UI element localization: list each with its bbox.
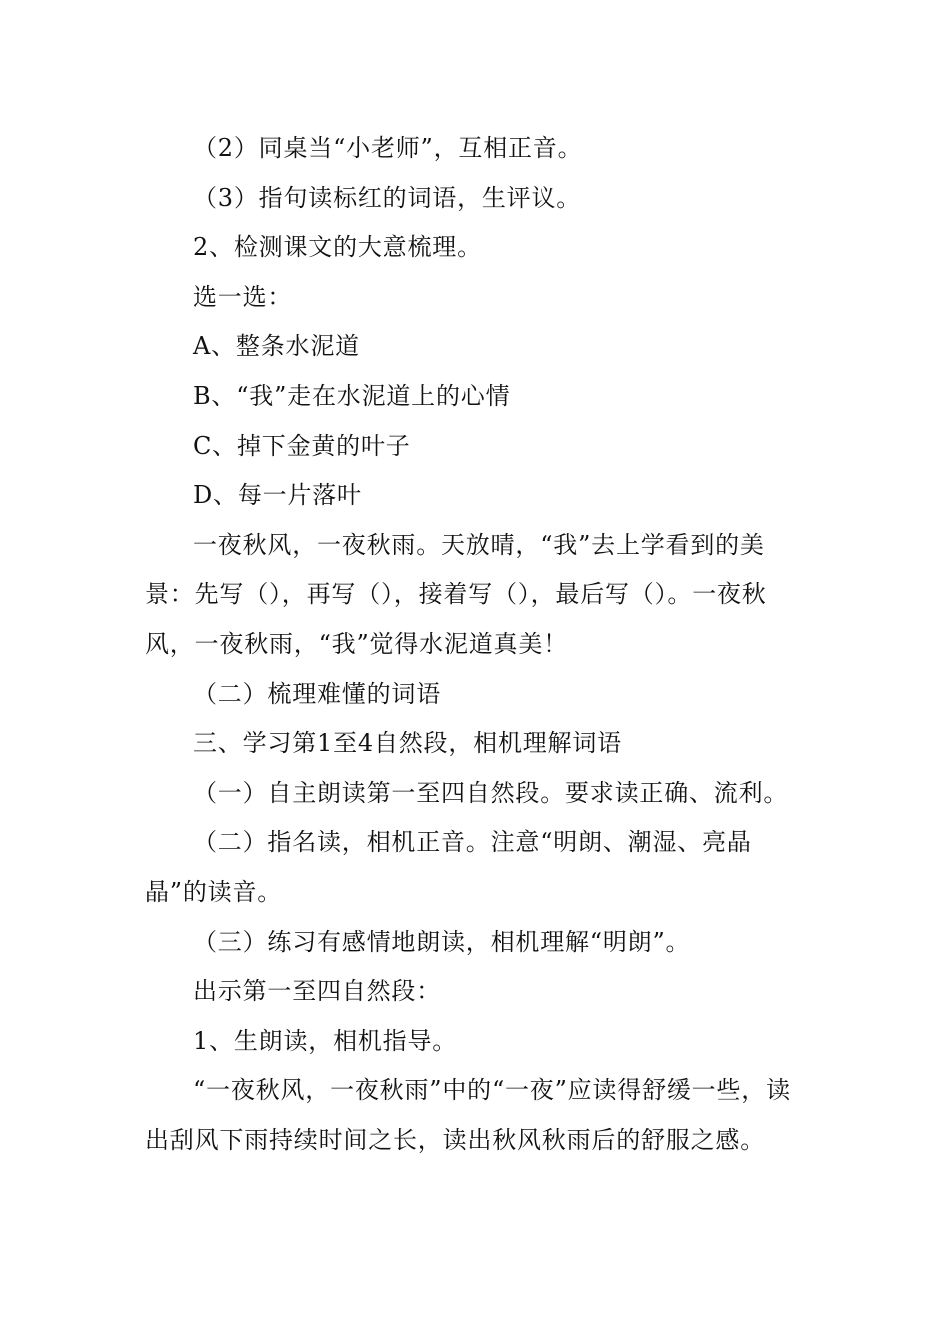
paragraph-12: （一）自主朗读第一至四自然段。要求读正确、流利。 <box>193 778 789 807</box>
paragraph-10: （二）梳理难懂的词语 <box>193 679 441 708</box>
paragraph-8: D、每一片落叶 <box>193 481 362 510</box>
paragraph-2: （3）指句读标红的词语，生评议。 <box>193 183 582 212</box>
paragraph-1: （2）同桌当“小老师”，互相正音。 <box>193 134 583 162</box>
paragraph-15: 出示第一至四自然段： <box>193 977 441 1006</box>
paragraph-3: 2、检测课文的大意梳理。 <box>193 233 482 262</box>
paragraph-11: 三、学习第1至4自然段，相机理解词语 <box>193 729 622 758</box>
paragraph-9: 一夜秋风，一夜秋雨。天放晴，“我”去上学看到的美景：先写（），再写（），接着写（），最后写（）。一夜秋风，一夜秋雨，“我”觉得水泥道真美！ <box>145 530 767 658</box>
paragraph-16: 1、生朗读，相机指导。 <box>193 1026 458 1055</box>
paragraph-4: 选一选： <box>193 282 293 311</box>
paragraph-14: （三）练习有感情地朗读，相机理解“明朗”。 <box>193 927 691 956</box>
paragraph-17: “一夜秋风，一夜秋雨”中的“一夜”应读得舒缓一些，读出刮风下雨持续时间之长，读出秋风秋雨后的舒服之感。 <box>145 1076 791 1154</box>
paragraph-7: C、掉下金黄的叶子 <box>193 431 411 460</box>
paragraph-5: A、整条水泥道 <box>193 332 360 361</box>
paragraph-6: B、“我”走在水泥道上的心情 <box>193 381 511 410</box>
paragraph-13: （二）指名读，相机正音。注意“明朗、潮湿、亮晶晶”的读音。 <box>145 828 752 906</box>
